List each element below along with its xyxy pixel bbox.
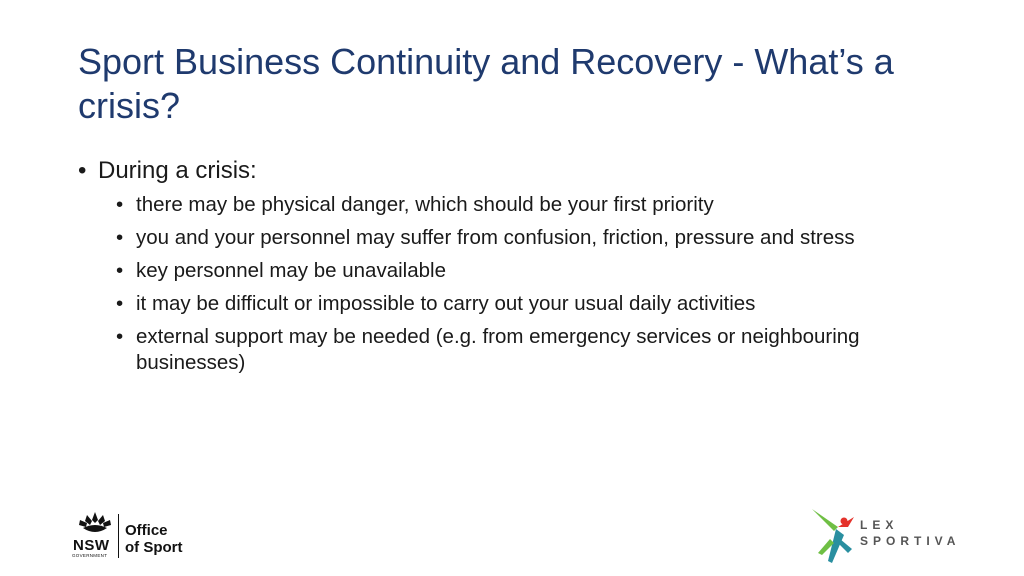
sub-bullet-list: [78, 192, 938, 376]
logo-divider: [118, 514, 119, 558]
office-of-sport-text: [125, 522, 183, 556]
lex-sportiva-wordmark: [860, 517, 960, 549]
of-sport-line: of Sport: [125, 539, 183, 556]
sub-bullet-item: • external support may be needed (e.g. from emergency services or neighbouring businesses): [78, 324, 938, 376]
sub-bullet-item: • there may be physical danger, which should be your first priority: [78, 192, 938, 218]
lex-sportiva-logo: [808, 505, 968, 567]
lex-wordmark-line2: SPORTIVA: [860, 534, 961, 548]
sub-bullet-item: • key personnel may be unavailable: [78, 258, 938, 284]
nsw-office-of-sport-logo: [72, 510, 194, 560]
bullet-during-crisis: • During a crisis:: [78, 156, 938, 186]
office-line: Office: [125, 522, 168, 539]
slide-body: [78, 156, 938, 383]
lex-wordmark-line1: LEX: [860, 518, 899, 532]
waratah-icon: [76, 510, 114, 536]
lex-sportiva-figure-icon: [808, 505, 860, 567]
sub-bullet-item: • it may be difficult or impossible to carry out your usual daily activities: [78, 291, 938, 317]
nsw-government-label: GOVERNMENT: [72, 553, 108, 558]
nsw-wordmark: NSW: [73, 537, 110, 554]
sub-bullet-item: • you and your personnel may suffer from confusion, friction, pressure and stress: [78, 225, 938, 251]
slide-title: Sport Business Continuity and Recovery - What’s a crisis?: [78, 41, 894, 126]
